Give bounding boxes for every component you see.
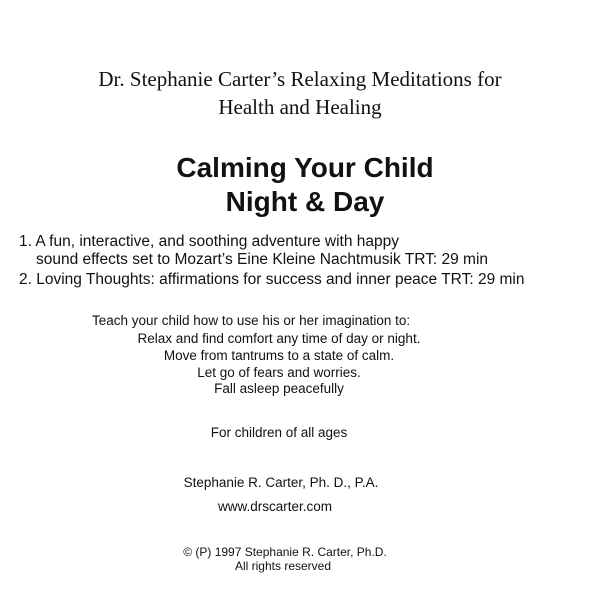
benefit-item: Relax and find comfort any time of day or night.	[137, 331, 421, 346]
author-website: www.drscarter.com	[217, 499, 333, 514]
track-1-line-2: sound effects set to Mozart’s Eine Kleine Nachtmusik TRT: 29 min	[36, 251, 489, 268]
album-title: Calming Your Child	[176, 152, 434, 183]
rights-reserved: All rights reserved	[234, 559, 332, 573]
description-intro: Teach your child how to use his or her imagination to:	[92, 313, 411, 328]
benefit-item: Move from tantrums to a state of calm.	[163, 348, 395, 363]
audience-note: For children of all ages	[210, 425, 348, 440]
track-1-line-1: 1. A fun, interactive, and soothing adventure with happy	[19, 233, 400, 250]
copyright-notice: © (P) 1997 Stephanie R. Carter, Ph.D.	[183, 545, 387, 559]
series-subtitle: Health and Healing	[218, 95, 382, 119]
track-2-line-1: 2. Loving Thoughts: affirmations for success and inner peace TRT: 29 min	[19, 271, 525, 288]
benefit-item: Fall asleep peacefully	[214, 381, 344, 396]
author-name: Stephanie R. Carter, Ph. D., P.A.	[183, 475, 379, 490]
benefit-item: Let go of fears and worries.	[197, 365, 361, 380]
album-subtitle: Night & Day	[225, 186, 385, 217]
series-title: Dr. Stephanie Carter’s Relaxing Meditations for	[98, 67, 502, 91]
